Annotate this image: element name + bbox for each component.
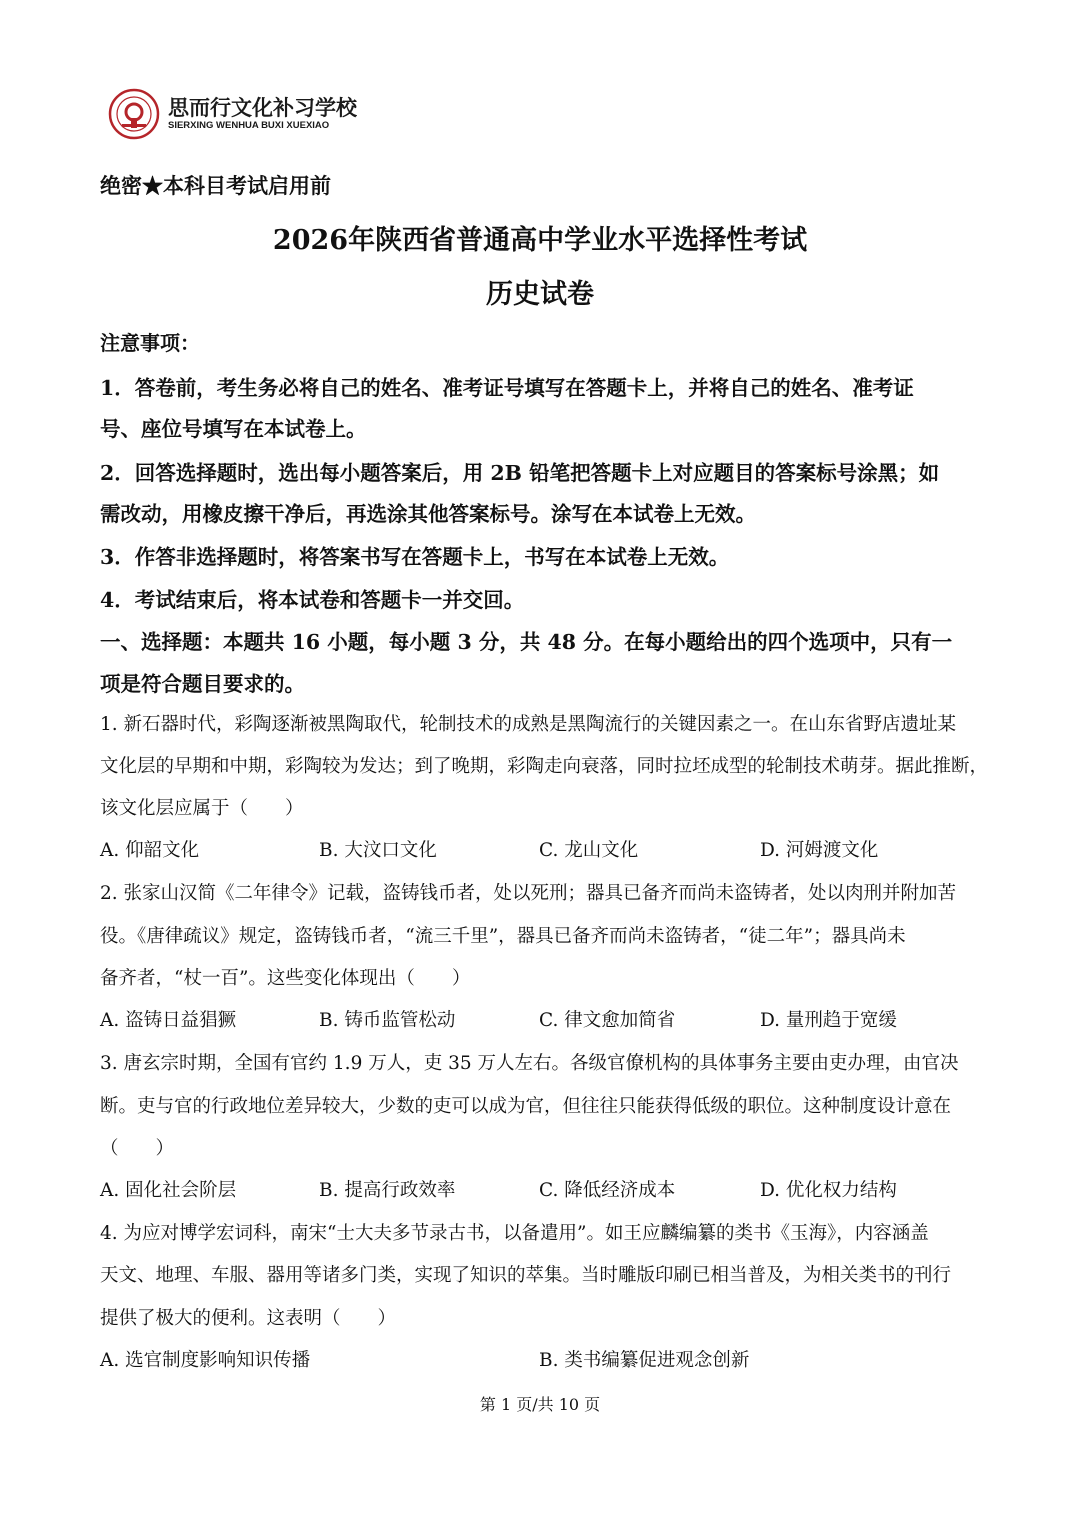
note-4: 4．考试结束后，将本试卷和答题卡一并交回。 — [100, 588, 525, 612]
option-a: A. 固化社会阶层 — [100, 1180, 237, 1201]
question-text-line: 役。《唐律疏议》规定，盗铸钱币者，“流三千里”，器具已备齐而尚未盗铸者，“徒二年”；器具尚未 — [100, 926, 906, 947]
option-c: C. 律文愈加简省 — [539, 1010, 676, 1031]
question-text-line: 4. 为应对博学宏词科，南宋“士大夫多节录古书，以备遣用”。如王应麟编纂的类书《玉海》，内容涵盖 — [100, 1223, 929, 1244]
question-text-line: 文化层的早期和中期，彩陶较为发达；到了晚期，彩陶走向衰落，同时拉坯成型的轮制技术萌芽。据此推断， — [100, 756, 989, 777]
note-2-line-2: 需改动，用橡皮擦干净后，再选涂其他答案标号。涂写在本试卷上无效。 — [100, 502, 756, 526]
page-number: 第 1 页/共 10 页 — [479, 1395, 601, 1414]
option-a: A. 选官制度影响知识传播 — [100, 1350, 311, 1371]
option-a: A. 仰韶文化 — [100, 840, 200, 861]
question-text-line: 天文、地理、车服、器用等诸多门类，实现了知识的萃集。当时雕版印刷已相当普及，为相关类书的刊行 — [100, 1265, 952, 1286]
option-b: B. 大汶口文化 — [319, 840, 437, 861]
question-text-line: 备齐者，“杖一百”。这些变化体现出（ ） — [100, 968, 471, 989]
question-text-line: 提供了极大的便利。这表明（ ） — [100, 1308, 397, 1329]
question-text-line: （ ） — [100, 1138, 175, 1159]
question-text-line: 断。吏与官的行政地位差异较大，少数的吏可以成为官，但往往只能获得低级的职位。这种制度设计意在 — [100, 1096, 952, 1117]
note-2-line-1: 2．回答选择题时，选出每小题答案后，用 2B 铅笔把答题卡上对应题目的答案标号涂黑；如 — [100, 461, 940, 485]
option-a: A. 盗铸日益猖獗 — [100, 1010, 237, 1031]
question-text-line: 该文化层应属于（ ） — [100, 798, 304, 819]
option-d: D. 量刑趋于宽缓 — [760, 1010, 897, 1031]
option-d: D. 河姆渡文化 — [760, 840, 879, 861]
option-c: C. 降低经济成本 — [539, 1180, 676, 1201]
option-b: B. 类书编纂促进观念创新 — [539, 1350, 750, 1371]
school-seal-icon — [108, 88, 160, 140]
exam-title: 2026年陕西省普通高中学业水平选择性考试 — [272, 225, 808, 256]
section-heading-line-1: 一、选择题：本题共 16 小题，每小题 3 分，共 48 分。在每小题给出的四个选项中，只有一 — [100, 630, 953, 654]
question-text-line: 1. 新石器时代，彩陶逐渐被黑陶取代，轮制技术的成熟是黑陶流行的关键因素之一。在山东省野店遗址某 — [100, 714, 957, 735]
school-logo — [108, 88, 358, 148]
note-3: 3．作答非选择题时，将答案书写在答题卡上，书写在本试卷上无效。 — [100, 545, 730, 569]
note-1-line-2: 号、座位号填写在本试卷上。 — [100, 417, 367, 441]
option-d: D. 优化权力结构 — [760, 1180, 897, 1201]
option-b: B. 提高行政效率 — [319, 1180, 456, 1201]
option-c: C. 龙山文化 — [539, 840, 639, 861]
confidential-label: 绝密★本科目考试启用前 — [100, 173, 331, 198]
question-text-line: 3. 唐玄宗时期，全国有官约 1.9 万人，吏 35 万人左右。各级官僚机构的具体事务主要由吏办理，由官决 — [100, 1053, 959, 1074]
exam-subject: 历史试卷 — [486, 279, 594, 310]
note-1-line-1: 1．答卷前，考生务必将自己的姓名、准考证号填写在答题卡上，并将自己的姓名、准考证 — [100, 376, 914, 400]
notes-heading: 注意事项： — [100, 331, 200, 355]
question-text-line: 2. 张家山汉简《二年律令》记载，盗铸钱币者，处以死刑；器具已备齐而尚未盗铸者，处以肉刑并附加苦 — [100, 883, 957, 904]
logo-chinese-name: 思而行文化补习学校 — [168, 96, 357, 120]
logo-english-name: SIERXING WENHUA BUXI XUEXIAO — [168, 120, 330, 131]
section-heading-line-2: 项是符合题目要求的。 — [100, 672, 305, 696]
option-b: B. 铸币监管松动 — [319, 1010, 456, 1031]
